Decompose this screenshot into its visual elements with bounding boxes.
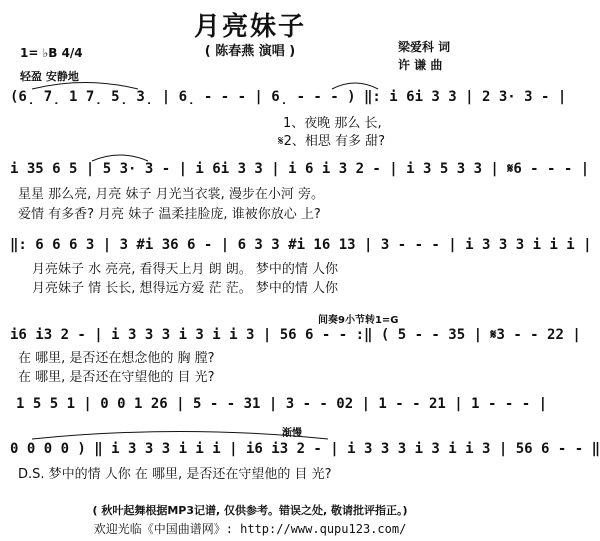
notation-line-3: ‖: 6 6 6 3 | 3 #i 36 6 - | 6 3 3 #i 16 13 | 3 - - - | i 3 3 3 i i i | xyxy=(10,237,592,253)
lyric-line-1-verse2: 𝄋2、相思 有多 甜? xyxy=(278,134,386,149)
lyric-line-3-verse1: 月亮妹子 水 亮亮, 看得天上月 朗 朗。 梦中的情 人你 xyxy=(32,262,339,277)
lyric-line-4-verse1: 在 哪里, 是否还在想念他的 胸 膛? xyxy=(18,351,215,366)
website-credit[interactable]: 欢迎光临《中国曲谱网》: http://www.qupu123.com/ xyxy=(93,522,407,536)
slur-arc xyxy=(90,152,150,162)
notation-line-2: i 35 6 5 | 5 3· 3 - | i 6i 3 3 | i 6 i 3 2 - | i 3 5 3 3 | 𝄋6 - - - | xyxy=(10,161,590,177)
notation-line-1: (6̣ 7̣ 1 7̣ 5̣ 3̣ | 6̣ - - - | 6̣ - - - ) ‖: i 6i 3 3 | 2 3· 3 - | xyxy=(10,89,567,105)
lyric-line-1-verse1: 1、夜晚 那么 长, xyxy=(283,116,382,131)
notation-line-4: i6 i3 2 - | i 3 3 3 i 3 i i 3 | 56 6 - - :‖ ( 5 - - 35 | 𝄋3 - - 22 | xyxy=(10,327,581,343)
key-signature: 1= ♭B 4/4 xyxy=(20,46,83,60)
slur-arc xyxy=(30,80,140,90)
lyricist: 梁爱科 词 xyxy=(398,40,451,54)
lyric-line-4-verse2: 在 哪里, 是否还在守望他的 目 光? xyxy=(18,370,215,385)
slur-arc xyxy=(330,80,380,90)
ritardando-banner: 渐慢 xyxy=(282,428,302,439)
transcription-note: ( 秋叶起舞根据MP3记谱, 仅供参考。错误之处, 敬请批评指正。) xyxy=(92,504,408,517)
slur-arc xyxy=(30,430,330,440)
lyric-line-2-verse2: 爱情 有多香? 月亮 妹子 温柔挂脸庞, 谁被你放心 上? xyxy=(18,207,321,222)
tempo-mark: 轻盈 安静地 xyxy=(20,70,79,83)
subtitle: ( 陈春燕 演唱 ) xyxy=(204,44,296,59)
lyric-line-6: D.S. 梦中的情 人你 在 哪里, 是否还在守望他的 目 光? xyxy=(18,467,332,482)
notation-line-6: 0 0 0 0 ) ‖ i 3 3 3 i i i | i6 i3 2 - | i 3 3 3 i 3 i i 3 | 56 6 - - ‖ xyxy=(10,441,600,457)
interlude-banner: 间奏9小节转1=G xyxy=(318,315,399,326)
composer: 许 谦 曲 xyxy=(398,58,443,72)
title: 月亮妹子 xyxy=(193,12,306,42)
lyric-line-3-verse2: 月亮妹子 情 长长, 想得远方爱 茫 茫。 梦中的情 人你 xyxy=(32,281,339,296)
lyric-line-2-verse1: 星星 那么亮, 月亮 妹子 月光当衣裳, 漫步在小河 旁。 xyxy=(18,187,325,202)
notation-line-5: 1 5 5 1 | 0 0 1 26 | 5 - - 31 | 3 - - 02 | 1 - - 21 | 1 - - - | xyxy=(16,396,548,412)
